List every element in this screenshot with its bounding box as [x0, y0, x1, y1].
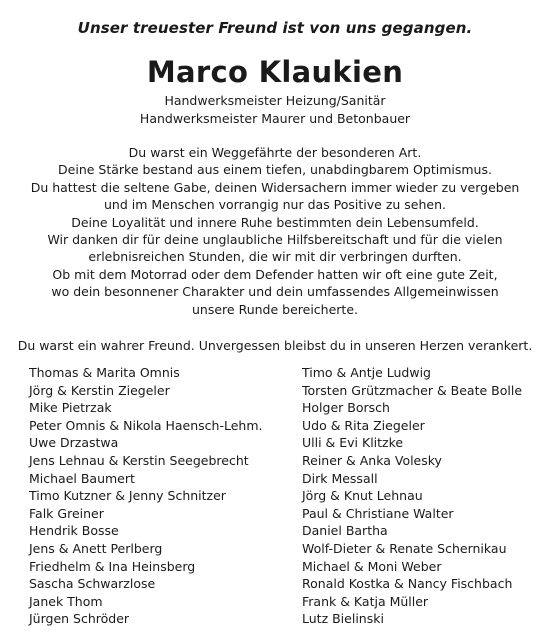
mourner-name: Friedhelm & Ina Heinsberg: [29, 558, 196, 574]
mourner-name: Janek Thom: [29, 593, 103, 609]
mourner-name: Jürgen Schröder: [29, 611, 130, 627]
tribute-line: Wir danken dir für deine unglaubliche Hilfsbereitschaft und für die vielen: [47, 232, 503, 248]
mourner-name: Daniel Bartha: [302, 523, 388, 539]
tribute-line: unsere Runde bereicherte.: [192, 301, 358, 317]
mourner-name: Paul & Christiane Walter: [302, 505, 454, 521]
mourner-name: Udo & Rita Ziegeler: [302, 417, 425, 433]
tribute-line: Deine Stärke bestand aus einem tiefen, unabdingbarem Optimismus.: [58, 162, 492, 178]
mourner-name: Uwe Drzastwa: [29, 435, 119, 451]
mourner-name: Reiner & Anka Volesky: [302, 452, 442, 468]
mourner-name: Sascha Schwarzlose: [29, 576, 156, 592]
mourner-name: Ulli & Evi Klitzke: [302, 435, 404, 451]
mourner-name: Thomas & Marita Omnis: [29, 365, 180, 380]
tribute-line: erlebnisreichen Stunden, die wir mit dir verbringen durften.: [88, 249, 462, 265]
mourner-name: Falk Greiner: [29, 505, 104, 521]
mourner-name: Jens Lehnau & Kerstin Seegebrecht: [29, 452, 249, 468]
mourner-name: Torsten Grützmacher & Beate Bolle: [302, 382, 523, 398]
profession-line: Handwerksmeister Maurer und Betonbauer: [139, 111, 411, 126]
mourners-column-left: [29, 364, 302, 628]
tribute-line: Du hattest die seltene Gabe, deinen Widersachern immer wieder zu vergeben: [30, 179, 520, 195]
tribute-line: wo dein besonnener Charakter und dein umfassendes Allgemeinwissen: [51, 284, 499, 300]
mourner-name: Dirk Messall: [302, 470, 378, 486]
mourner-name: Frank & Katja Müller: [302, 593, 429, 609]
tribute-line: und im Menschen vorrangig nur das Positive zu sehen.: [103, 197, 447, 213]
mourner-name: Holger Borsch: [302, 400, 390, 416]
mourner-name: Ronald Kostka & Nancy Fischbach: [302, 576, 513, 592]
mourner-name: Michael Baumert: [29, 470, 135, 486]
tribute-line: Du warst ein Weggefährte der besonderen Art.: [128, 145, 422, 160]
tribute-line: Deine Loyalität und innere Ruhe bestimmten dein Lebensumfeld.: [71, 214, 479, 230]
tribute-line: Ob mit dem Motorrad oder dem Defender hatten wir oft eine gute Zeit,: [52, 266, 498, 282]
tribute-text: [0, 144, 550, 318]
mourner-name: Michael & Moni Weber: [302, 558, 442, 574]
deceased-name: Marco Klaukien: [146, 55, 404, 89]
mourner-name: Jörg & Kerstin Ziegeler: [29, 382, 170, 398]
mourner-name: Timo & Antje Ludwig: [302, 365, 431, 380]
closing-line: Du warst ein wahrer Freund. Unvergessen bleibst du in unseren Herzen verankert.: [17, 338, 533, 354]
mourner-name: Timo Kutzner & Jenny Schnitzer: [29, 488, 226, 504]
mourner-name: Mike Pietrzak: [29, 400, 112, 416]
mourners-column-right: [302, 364, 529, 628]
mourners-list: [29, 364, 529, 628]
mourner-name: Jens & Anett Perlberg: [29, 540, 163, 556]
mourner-name: Hendrik Bosse: [29, 523, 119, 539]
mourner-name: Peter Omnis & Nikola Haensch-Lehm.: [29, 417, 263, 433]
mourner-name: Wolf-Dieter & Renate Schernikau: [302, 540, 507, 556]
mourner-name: Lutz Bielinski: [302, 611, 384, 627]
mourner-name: Jörg & Knut Lehnau: [302, 488, 423, 504]
professions: [0, 92, 550, 128]
headline: Unser treuester Freund ist von uns gegangen.: [77, 19, 473, 37]
profession-line: Handwerksmeister Heizung/Sanitär: [164, 93, 386, 108]
